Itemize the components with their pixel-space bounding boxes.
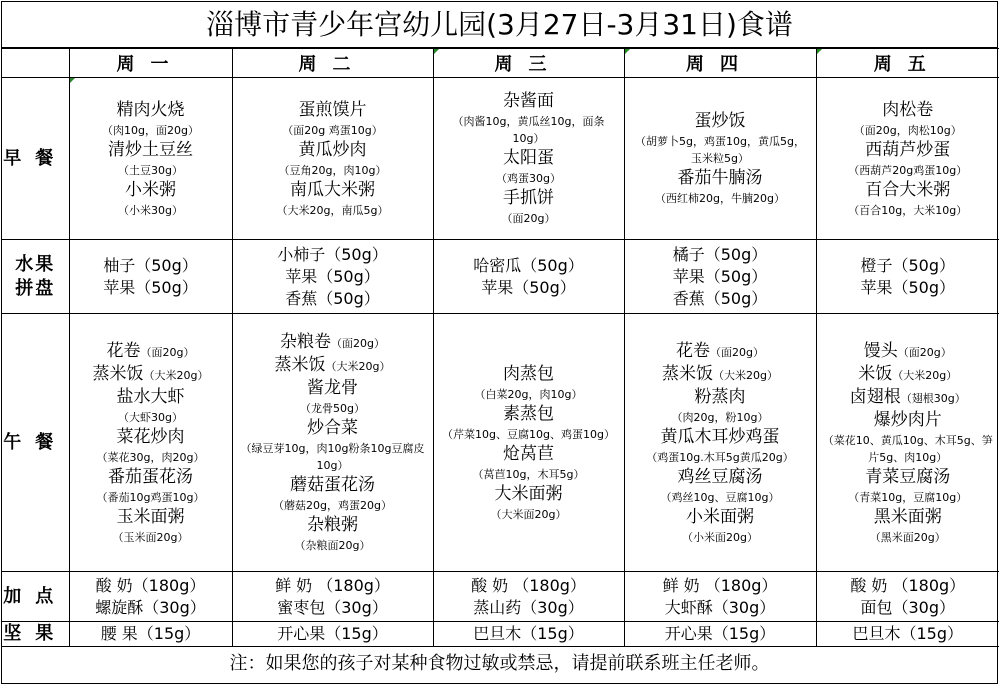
- day-header-thu: 周四: [624, 49, 816, 78]
- dish-name: 盐水大虾: [116, 386, 185, 407]
- fruit-item: 橘子（50g）: [672, 244, 768, 264]
- dish-name: 爆炒肉片: [873, 409, 942, 430]
- dish-name: 花卷: [676, 340, 710, 361]
- dish-ingredients: （肉酱10g，黄瓜丝10g，面条10g）: [452, 115, 605, 145]
- fruit-cell: [69, 240, 232, 314]
- dish-ingredients: （黑米面20g）: [869, 530, 946, 544]
- snack-cell: [433, 572, 624, 622]
- snack-cell: [69, 572, 232, 622]
- dish-name: 酱龙骨: [307, 378, 358, 398]
- snack-item: 蒸山药（30g）: [473, 597, 584, 617]
- lunch-cell: [816, 314, 999, 572]
- fruit-item: 小柿子（50g）: [277, 244, 388, 264]
- lunch-cell: [433, 314, 624, 572]
- dish-ingredients: （西葫芦20g鸡蛋10g）: [848, 163, 968, 177]
- snack-item: 鲜 奶 （180g）: [275, 575, 390, 595]
- breakfast-cell: [69, 78, 232, 240]
- dish-name: 素蒸包: [503, 403, 554, 424]
- dish-ingredients: （翅根30g）: [900, 391, 966, 405]
- row-label-fruit-text: 水果拼盘: [15, 253, 56, 299]
- lunch-cell: [69, 314, 232, 572]
- dish-name: 杂粮卷: [280, 332, 331, 352]
- dish-ingredients: （菜花30g，肉20g）: [96, 450, 205, 464]
- dish-name: 黄瓜炒肉: [298, 139, 367, 160]
- dish-name: 肉蒸包: [503, 363, 554, 384]
- fruit-row: [2, 240, 999, 314]
- fruit-item: 橙子（50g）: [860, 255, 956, 275]
- breakfast-cell: [624, 78, 816, 240]
- fruit-item: 柚子（50g）: [103, 255, 198, 275]
- dish-ingredients: （面20g）: [140, 345, 195, 359]
- dish-name: 蛋煎馍片: [298, 99, 367, 120]
- dish-name: 蘑菇蛋花汤: [290, 475, 375, 495]
- dish-name: 南瓜大米粥: [290, 179, 375, 200]
- dish-line: [625, 363, 816, 386]
- breakfast-cell: [816, 78, 999, 240]
- day-header-fri: 周五: [816, 49, 999, 78]
- fruit-item: 苹果（50g）: [285, 266, 380, 286]
- dish-name: 杂粮粥: [307, 515, 358, 535]
- dish-line: [817, 340, 1000, 363]
- dish-ingredients: （杂粮面20g）: [294, 539, 371, 552]
- dish-ingredients: （面20g）: [897, 345, 952, 359]
- row-label-snack: 加点: [2, 572, 69, 622]
- dish-ingredients: （菜花10、黄瓜10g、木耳5g、笋片5g、肉10g）: [822, 433, 993, 464]
- row-label-nuts: 坚果: [2, 622, 69, 647]
- dish-name: 馒头: [863, 340, 898, 361]
- dish-name: 炒合菜: [307, 418, 358, 438]
- dish-name: 黑米面粥: [873, 506, 942, 527]
- dish-name: 蒸米饭: [92, 363, 144, 384]
- dish-name: 精肉火烧: [116, 99, 185, 120]
- dish-ingredients: （大米20g）: [892, 368, 958, 382]
- dish-ingredients: （面20g，肉松10g）: [853, 123, 962, 137]
- lunch-cell: [232, 314, 433, 572]
- fruit-item: 哈密瓜（50g）: [473, 255, 584, 275]
- dish-ingredients: （肉10g，面20g）: [102, 123, 199, 137]
- dish-name: 大米面粥: [494, 483, 563, 504]
- dish-ingredients: （芹菜10g、豆腐10g、鸡蛋10g）: [442, 427, 615, 441]
- snack-cell: [816, 572, 999, 622]
- nuts-cell: 开心果（15g）: [232, 622, 433, 647]
- dish-line: [233, 331, 433, 354]
- row-label-lunch: 午餐: [2, 314, 69, 572]
- dish-ingredients: （大米20g）: [713, 368, 778, 382]
- fruit-item: 苹果（50g）: [103, 277, 198, 297]
- dish-name: 蒸米饭: [662, 363, 713, 384]
- dish-ingredients: （鸡丝10g、豆腐10g）: [660, 490, 780, 504]
- dish-line: [817, 363, 1000, 386]
- row-label-breakfast: 早餐: [2, 78, 69, 240]
- day-header-wed: 周三: [433, 49, 624, 78]
- dish-ingredients: （龙骨50g）: [300, 402, 365, 415]
- dish-name: 玉米面粥: [116, 506, 185, 527]
- dish-name: 蒸米饭: [274, 355, 326, 375]
- dish-name: 炝莴苣: [503, 443, 554, 464]
- dish-ingredients: （蘑菇20g，鸡蛋20g）: [273, 499, 392, 512]
- dish-name: 米饭: [858, 363, 893, 384]
- dish-ingredients: （小米面20g）: [682, 530, 758, 544]
- dish-ingredients: （大米面20g）: [490, 507, 567, 521]
- dish-name: 肉松卷: [882, 99, 934, 120]
- fruit-cell: [433, 240, 624, 314]
- snack-row: [2, 572, 999, 622]
- dish-name: 太阳蛋: [503, 148, 554, 168]
- dish-name: 小米面粥: [686, 506, 754, 527]
- allergy-note: 注：如果您的孩子对某种食物过敏或禁忌，请提前联系班主任老师。: [229, 653, 770, 674]
- dish-ingredients: （肉20g，粉10g）: [671, 410, 769, 424]
- dish-name: 蛋炒饭: [694, 111, 746, 131]
- dish-name: 卤翅根: [849, 386, 901, 407]
- header-row: [2, 49, 999, 78]
- corner-cell: [2, 49, 69, 78]
- page-title: 淄博市青少年宫幼儿园(3月27日-3月31日)食谱: [2, 2, 997, 48]
- breakfast-cell: [433, 78, 624, 240]
- snack-cell: [232, 572, 433, 622]
- dish-ingredients: （番茄10g鸡蛋10g）: [96, 490, 205, 504]
- dish-ingredients: （大米20g）: [325, 360, 391, 373]
- dish-name: 手抓饼: [503, 188, 554, 208]
- dish-name: 花卷: [106, 340, 141, 361]
- dish-name: 杂酱面: [503, 91, 554, 111]
- dish-ingredients: （面20g）: [710, 345, 764, 359]
- dish-ingredients: （青菜10g，豆腐10g）: [848, 490, 968, 504]
- lunch-row: [2, 314, 999, 572]
- dish-line: [625, 340, 816, 363]
- dish-name: 青菜豆腐汤: [865, 466, 951, 487]
- nuts-cell: 巴旦木（15g）: [816, 622, 999, 647]
- dish-ingredients: （豆角20g，肉10g）: [278, 163, 387, 177]
- fruit-item: 香蕉（50g）: [672, 288, 768, 308]
- menu-table: [2, 48, 999, 647]
- nuts-cell: 开心果（15g）: [624, 622, 816, 647]
- dish-name: 鸡丝豆腐汤: [677, 466, 763, 487]
- fruit-item: 香蕉（50g）: [285, 288, 380, 308]
- dish-name: 百合大米粥: [865, 179, 951, 200]
- dish-line: [70, 363, 232, 386]
- dish-ingredients: （莴苣10g，木耳5g）: [472, 467, 585, 481]
- nuts-cell: 巴旦木（15g）: [433, 622, 624, 647]
- dish-name: 清炒土豆丝: [108, 139, 193, 160]
- dish-line: [233, 354, 433, 377]
- dish-ingredients: （鸡蛋10g.木耳5g黄瓜20g）: [646, 450, 794, 464]
- nuts-cell: 腰 果（15g）: [69, 622, 232, 647]
- breakfast-row: [2, 78, 999, 240]
- dish-name: 黄瓜木耳炒鸡蛋: [660, 426, 780, 447]
- dish-ingredients: （玉米面20g）: [112, 530, 189, 544]
- lunch-cell: [624, 314, 816, 572]
- dish-name: 西葫芦炒蛋: [865, 139, 951, 160]
- day-header-tue: 周二: [232, 49, 433, 78]
- breakfast-cell: [232, 78, 433, 240]
- dish-ingredients: （小米30g）: [118, 203, 183, 217]
- dish-name: 小米粥: [125, 179, 176, 200]
- snack-cell: [624, 572, 816, 622]
- fruit-item: 苹果（50g）: [481, 277, 576, 297]
- snack-item: 鲜 奶 （180g）: [662, 575, 778, 595]
- dish-ingredients: （西红柿20g，牛腩20g）: [655, 192, 785, 205]
- dish-ingredients: （土豆30g）: [118, 163, 183, 177]
- dish-name: 粉蒸肉: [694, 386, 746, 407]
- snack-item: 蜜枣包（30g）: [277, 597, 388, 617]
- nuts-row: [2, 622, 999, 647]
- dish-ingredients: （面20g）: [331, 337, 385, 350]
- dish-ingredients: （胡萝卜5g，鸡蛋10g，黄瓜5g，玉米粒5g）: [635, 135, 805, 165]
- fruit-cell: [816, 240, 999, 314]
- snack-item: 酸 奶 （180g）: [850, 575, 966, 595]
- dish-ingredients: （面20g）: [501, 212, 556, 225]
- fruit-item: 苹果（50g）: [672, 266, 768, 286]
- dish-ingredients: （大米20g，南瓜5g）: [276, 203, 389, 217]
- dish-line: [70, 340, 232, 363]
- fruit-cell: [624, 240, 816, 314]
- dish-ingredients: （大虾30g）: [118, 410, 183, 424]
- snack-item: 面包（30g）: [860, 597, 956, 617]
- dish-ingredients: （面20g 鸡蛋10g）: [282, 123, 383, 137]
- menu-sheet: [1, 1, 998, 684]
- row-label-fruit: [2, 240, 69, 314]
- dish-name: 番茄牛腩汤: [677, 168, 763, 188]
- snack-item: 酸 奶（180g）: [95, 575, 206, 595]
- dish-ingredients: （绿豆芽10g，肉10g粉条10g豆腐皮10g）: [240, 442, 425, 472]
- dish-ingredients: （鸡蛋30g）: [496, 172, 561, 185]
- snack-item: 螺旋酥（30g）: [95, 597, 206, 617]
- day-header-mon: 周一: [69, 49, 232, 78]
- fruit-item: 苹果（50g）: [860, 277, 956, 297]
- fruit-cell: [232, 240, 433, 314]
- dish-name: 番茄蛋花汤: [108, 466, 193, 487]
- dish-ingredients: （大米20g）: [143, 368, 209, 382]
- dish-line: [817, 386, 1000, 409]
- dish-ingredients: （白菜20g，肉10g）: [474, 387, 583, 401]
- dish-ingredients: （百合10g，大米10g）: [848, 203, 968, 217]
- snack-item: 酸 奶 （180g）: [471, 575, 586, 595]
- dish-name: 菜花炒肉: [116, 426, 185, 447]
- snack-item: 大虾酥（30g）: [664, 597, 776, 617]
